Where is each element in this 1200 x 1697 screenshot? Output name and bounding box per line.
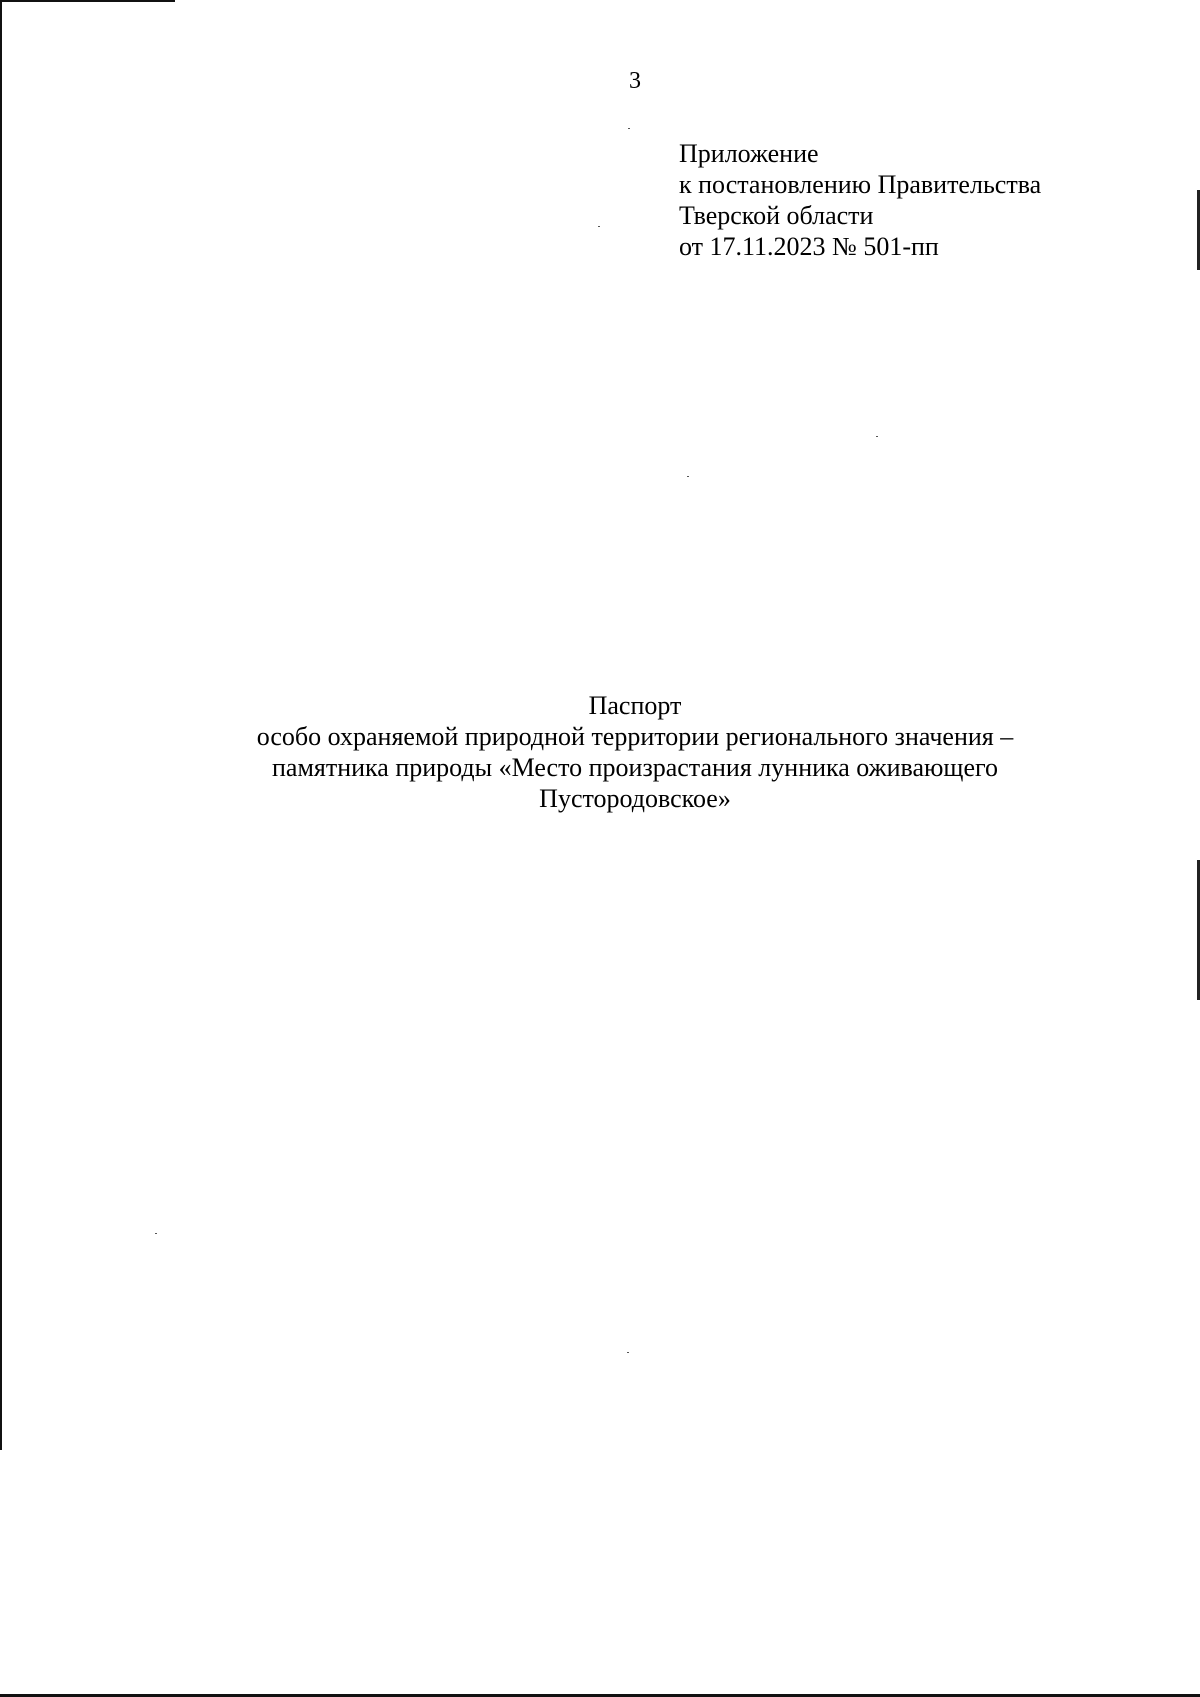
scan-speck [628, 128, 630, 129]
scan-speck [876, 436, 878, 437]
appendix-label: Приложение [679, 139, 819, 168]
page-number: 3 [629, 68, 641, 94]
scan-speck [598, 226, 600, 227]
scan-speck [627, 1352, 629, 1353]
scan-edge-left [0, 0, 2, 1450]
appendix-region-line: Тверской области [679, 201, 874, 230]
scan-speck [687, 476, 689, 477]
scan-edge-top [0, 0, 175, 2]
appendix-block [679, 138, 1041, 262]
appendix-date-number-line: от 17.11.2023 № 501-пп [679, 232, 939, 261]
appendix-resolution-line: к постановлению Правительства [679, 170, 1042, 199]
document-title-block [150, 690, 1120, 814]
document-title-line-1: особо охраняемой природной территории регионального значения – [256, 722, 1014, 751]
scan-speck [155, 1233, 157, 1234]
document-title-line-3: Пустородовское» [539, 784, 731, 813]
document-title-line-2: памятника природы «Место произрастания лунника оживающего [271, 753, 999, 782]
document-heading: Паспорт [588, 691, 682, 720]
